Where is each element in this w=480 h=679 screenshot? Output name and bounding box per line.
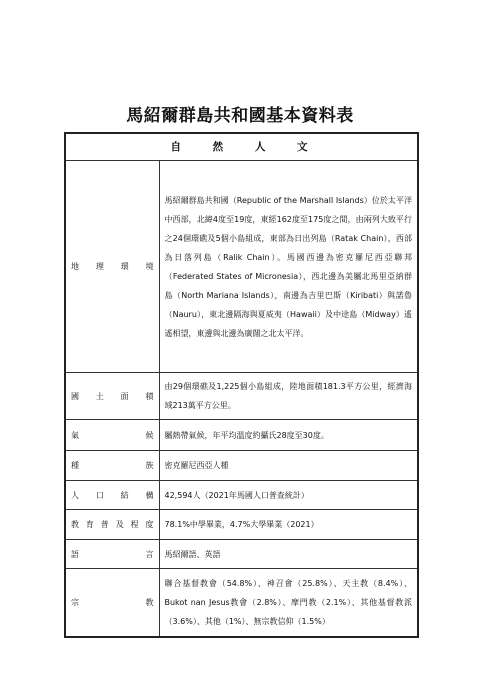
table-row [65,540,418,569]
row-label-climate: 氣候 [65,420,159,451]
row-label-area: 國土面積 [65,373,159,420]
section-title: 自 然 人 文 [65,133,418,161]
row-value-area: 由29個環礁及1,225個小島組成，陸地面積181.3平方公里，經濟海域213萬平方公里。 [159,373,418,420]
section-header-row [65,133,418,161]
row-value-education: 78.1%中學畢業，4.7%大學畢業（2021） [159,510,418,540]
row-value-climate: 屬熱帶氣候，年平均溫度約攝氏28度至30度。 [159,420,418,451]
table-row [65,451,418,481]
row-value-language: 馬紹爾語、英語 [159,540,418,569]
table-row [65,420,418,451]
table-row [65,161,418,373]
table-row [65,373,418,420]
basic-info-table [64,132,419,638]
row-label-language: 語言 [65,540,159,569]
row-label-religion: 宗教 [65,569,159,637]
page-title: 馬紹爾群島共和國基本資料表 [126,106,354,126]
table-row [65,481,418,510]
table-row [65,510,418,540]
row-label-geography: 地理環境 [65,161,159,373]
row-label-population: 人口結構 [65,481,159,510]
row-value-religion: 聯合基督教會（54.8%）、神召會（25.8%）、天主教（8.4%）、Bukot nan Jesus教會（2.8%）、摩門教（2.1%）、其他基督教派（3.6%）、其他（1%）、無宗教信仰（1.5%） [159,569,418,637]
row-value-geography: 馬紹爾群島共和國（Republic of the Marshall Islands）位於太平洋中西部，北緯4度至19度，東經162度至175度之間，由兩列大致平行之24個環礁及5個小島組成，東部為日出列島（Ratak Chain），西部為日落列島（Ralik Chain）。馬國西邊為密克羅尼西亞聯邦（Federated States of Micronesia），西北邊為美屬北馬里亞納群島（North Mariana Islands），南邊為吉里巴斯（Kiribati）與諾魯（Nauru），東北邊隔海與夏威夷（Hawaii）及中途島（Midway）遙遙相望，東邊與北邊為廣闊之北太平洋。 [159,161,418,373]
row-value-ethnicity: 密克羅尼西亞人種 [159,451,418,481]
row-label-ethnicity: 種族 [65,451,159,481]
row-label-education: 教育普及程度 [65,510,159,540]
table-row [65,569,418,637]
row-value-population: 42,594人（2021年馬國人口普查統計） [159,481,418,510]
